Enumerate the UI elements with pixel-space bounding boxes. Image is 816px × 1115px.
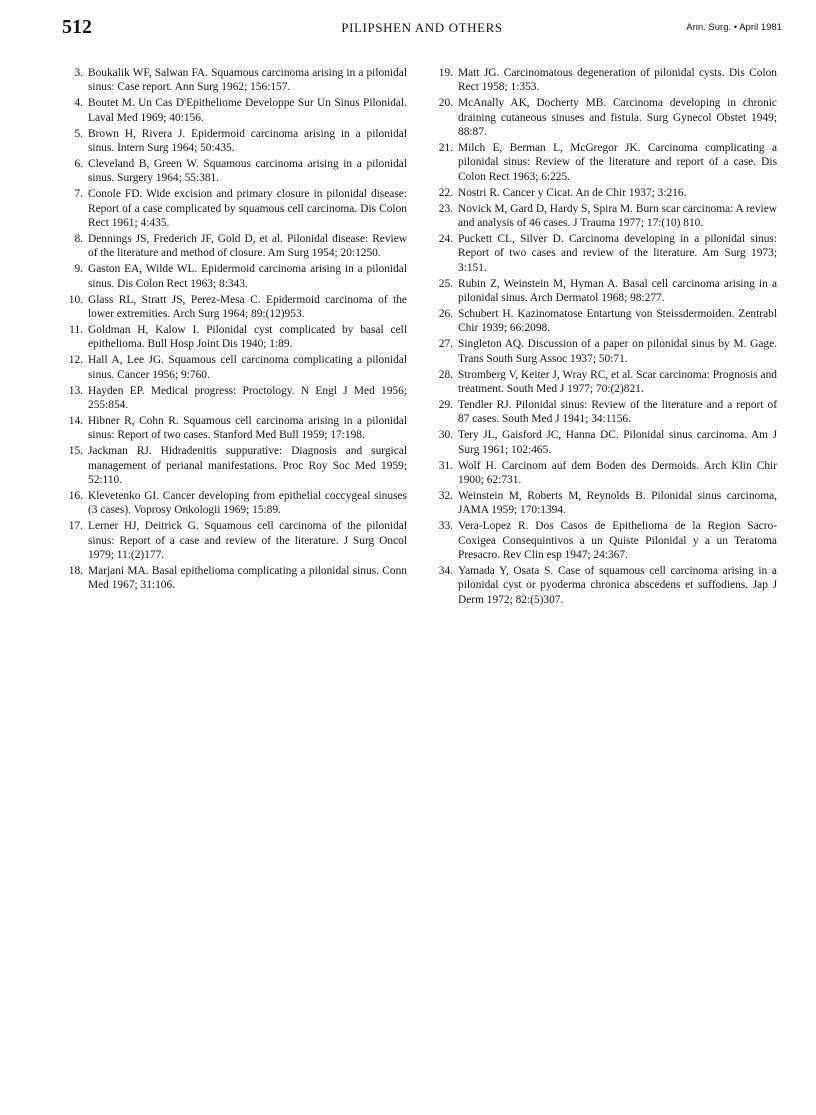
reference-text: Glass RL, Stratt JS, Perez-Mesa C. Epidermoid carcinoma of the lower extremities. Arch Surg 1964; 89:(12)953.: [88, 293, 407, 320]
journal-citation: Ann. Surg. • April 1981: [686, 22, 782, 33]
reference-text: Cleveland B, Green W. Squamous carcinoma arising in a pilonidal sinus. Surgery 1964; 55:381.: [88, 157, 407, 185]
reference-item: [62, 353, 407, 382]
reference-text: Weinstein M, Roberts M, Reynolds B. Pilonidal sinus carcinoma, JAMA 1959; 170:1394.: [458, 489, 777, 517]
reference-item: [432, 307, 777, 336]
reference-number: 9.: [74, 263, 83, 276]
reference-text: Hall A, Lee JG. Squamous cell carcinoma complicating a pilonidal sinus. Cancer 1956; 9:760.: [88, 354, 407, 381]
reference-text: Hibner R, Cohn R. Squamous cell carcinoma arising in a pilonidal sinus: Report of two cases. Stanford Med Bull 1959; 17:198.: [88, 414, 407, 442]
reference-number: 14.: [68, 414, 83, 427]
reference-number: 21.: [438, 142, 453, 155]
reference-item: [432, 489, 777, 518]
reference-number: 29.: [438, 398, 453, 411]
page-header: [62, 16, 782, 42]
reference-number: 12.: [68, 354, 83, 367]
reference-text: Dennings JS, Frederich JF, Gold D, et al. Pilonidal disease: Review of the literature and method of closure. Am Surg 1954; 20:1250.: [88, 232, 407, 260]
reference-item: [432, 186, 777, 200]
reference-number: 32.: [438, 489, 453, 502]
reference-number: 23.: [438, 202, 453, 215]
page-number: 512: [62, 16, 92, 38]
reference-text: Marjani MA. Basal epithelioma complicating a pilonidal sinus. Conn Med 1967; 31:106.: [88, 564, 407, 592]
reference-item: [62, 232, 407, 261]
reference-item: [62, 262, 407, 291]
reference-number: 13.: [68, 384, 83, 397]
reference-text: Wolf H. Carcinom auf dem Boden des Dermoids. Arch Klin Chir 1900; 62:731.: [458, 459, 777, 486]
reference-text: Novick M, Gard D, Hardy S, Spira M. Burn scar carcinoma: A review and analysis of 46 cases. J Trauma 1977; 17:(10) 810.: [458, 202, 777, 230]
reference-text: Vera-Lopez R. Dos Casos de Epithelioma de la Region Sacro-Coxigea Consequintivos a un Quiste Pilonidal y a un Teratoma Presacro. Rev Clin esp 1947; 24:367.: [458, 520, 777, 561]
reference-item: [432, 277, 777, 306]
reference-item: [432, 202, 777, 231]
reference-text: McAnally AK, Docherty MB. Carcinoma developing in chronic draining cutaneous sinuses and fistula. Surg Gynecol Obstet 1949; 88:87.: [458, 97, 777, 139]
reference-number: 5.: [74, 127, 83, 140]
reference-text: Klevetenko GI. Cancer developing from epithelial coccygeal sinuses (3 cases). Voprosy Onkologii 1969; 15:89.: [88, 489, 407, 517]
reference-item: [62, 293, 407, 322]
reference-item: [432, 519, 777, 562]
reference-number: 31.: [438, 459, 453, 472]
references-right-column: [432, 66, 777, 609]
reference-number: 20.: [438, 97, 453, 110]
reference-number: 4.: [74, 97, 83, 110]
reference-number: 10.: [68, 293, 83, 306]
reference-number: 33.: [438, 520, 453, 533]
reference-text: Boutet M. Un Cas D'Epitheliome Developpe Sur Un Sinus Pilonidal. Laval Med 1969; 40:156.: [88, 97, 407, 124]
reference-text: Jackman RJ. Hidradenitis suppurative: Diagnosis and surgical management of perianal manifestations. Proc Roy Soc Med 1959; 52:110.: [88, 445, 407, 486]
reference-number: 16.: [68, 489, 83, 502]
reference-text: Rubin Z, Weinstein M, Hyman A. Basal cell carcinoma arising in a pilonidal sinus. Arch Dermatol 1968; 98:277.: [458, 277, 777, 305]
reference-number: 27.: [438, 338, 453, 351]
reference-text: Gaston EA, Wilde WL. Epidermoid carcinoma arising in a pilonidal sinus. Dis Colon Rect 1963; 8:343.: [88, 263, 407, 290]
reference-number: 19.: [438, 67, 453, 79]
reference-text: Milch E, Berman L, McGregor JK. Carcinoma complicating a pilonidal sinus: Review of the literature and report of a case. Dis Colon Rect 1963; 6:225.: [458, 142, 777, 183]
reference-text: Nostri R. Cancer y Cicat. An de Chir 1937; 3:216.: [458, 186, 687, 199]
reference-number: 30.: [438, 429, 453, 442]
reference-number: 22.: [438, 186, 453, 199]
reference-item: [62, 323, 407, 352]
reference-number: 6.: [74, 157, 83, 170]
reference-number: 18.: [68, 564, 83, 577]
reference-number: 25.: [438, 277, 453, 290]
reference-item: [62, 187, 407, 230]
reference-item: [62, 96, 407, 125]
reference-number: 7.: [74, 188, 83, 201]
running-title: PILIPSHEN AND OTHERS: [341, 20, 503, 35]
reference-item: [432, 141, 777, 184]
reference-number: 8.: [74, 232, 83, 245]
reference-item: [432, 368, 777, 397]
reference-item: [432, 564, 777, 607]
reference-text: Conole FD. Wide excision and primary closure in pilonidal disease: Report of a case complicated by squamous cell carcinoma. Dis Colon Rect 1961; 4:435.: [88, 188, 407, 230]
reference-text: Puckett CL, Silver D. Carcinoma developing in a pilonidal sinus: Report of two cases and review of the literature. Am Surg 1973; 3:151.: [458, 232, 777, 274]
reference-number: 11.: [69, 323, 83, 336]
reference-item: [432, 398, 777, 427]
reference-text: Matt JG. Carcinomatous degeneration of pilonidal cysts. Dis Colon Rect 1958; 1:353.: [458, 67, 777, 94]
reference-item: [432, 96, 777, 139]
reference-item: [62, 444, 407, 487]
reference-item: [432, 459, 777, 488]
reference-number: 15.: [68, 445, 83, 458]
reference-text: Yamada Y, Osata S. Case of squamous cell carcinoma arising in a pilonidal cyst or pyoderma chronica abscedens et suffodiens. Jap J Derm 1972; 82:(5)307.: [458, 564, 777, 606]
references-left-column: [62, 66, 407, 594]
reference-item: [62, 384, 407, 413]
reference-item: [432, 66, 777, 95]
reference-text: Tery JL, Gaisford JC, Hanna DC. Pilonidal sinus carcinoma. Am J Surg 1961; 102:465.: [458, 429, 777, 456]
reference-item: [62, 489, 407, 518]
reference-text: Schubert H. Kazinomatose Entartung von Steissdermoiden. Zentrabl Chir 1939; 66:2098.: [458, 308, 777, 335]
reference-item: [432, 337, 777, 366]
reference-text: Tendler RJ. Pilonidal sinus: Review of the literature and a report of 87 cases. South Med J 1941; 34:1156.: [458, 398, 777, 426]
reference-text: Lerner HJ, Deitrick G. Squamous cell carcinoma of the pilonidal sinus: Report of a case and review of the literature. J Surg Oncol 1979; 11:(2)177.: [88, 520, 407, 561]
reference-text: Brown H, Rivera J. Epidermoid carcinoma arising in a pilonidal sinus. Intern Surg 1964; 50:435.: [88, 127, 407, 155]
reference-item: [432, 232, 777, 275]
reference-item: [432, 428, 777, 457]
reference-item: [62, 414, 407, 443]
reference-item: [62, 564, 407, 593]
reference-item: [62, 127, 407, 156]
reference-number: 26.: [438, 308, 453, 320]
reference-number: 3.: [74, 67, 83, 79]
reference-item: [62, 157, 407, 186]
reference-item: [62, 519, 407, 562]
reference-number: 17.: [68, 520, 83, 533]
reference-number: 34.: [438, 564, 453, 577]
reference-text: Goldman H, Kalow I. Pilonidal cyst complicated by basal cell epithelioma. Bull Hosp Joint Dis 1940; 1:89.: [88, 323, 407, 351]
reference-text: Stromberg V, Keiter J, Wray RC, et al. Scar carcinoma: Prognosis and treatment. South Med J 1977; 70:(2)821.: [458, 368, 777, 396]
reference-text: Singleton AQ. Discussion of a paper on pilonidal sinus by M. Gage. Trans South Surg Assoc 1937; 50:71.: [458, 338, 777, 365]
reference-text: Hayden EP. Medical progress: Proctology. N Engl J Med 1956; 255:854.: [88, 384, 407, 411]
reference-number: 24.: [438, 232, 453, 245]
reference-number: 28.: [438, 368, 453, 381]
reference-item: [62, 66, 407, 95]
reference-text: Boukalik WF, Salwan FA. Squamous carcinoma arising in a pilonidal sinus: Case report. Ann Surg 1962; 156:157.: [88, 67, 407, 94]
